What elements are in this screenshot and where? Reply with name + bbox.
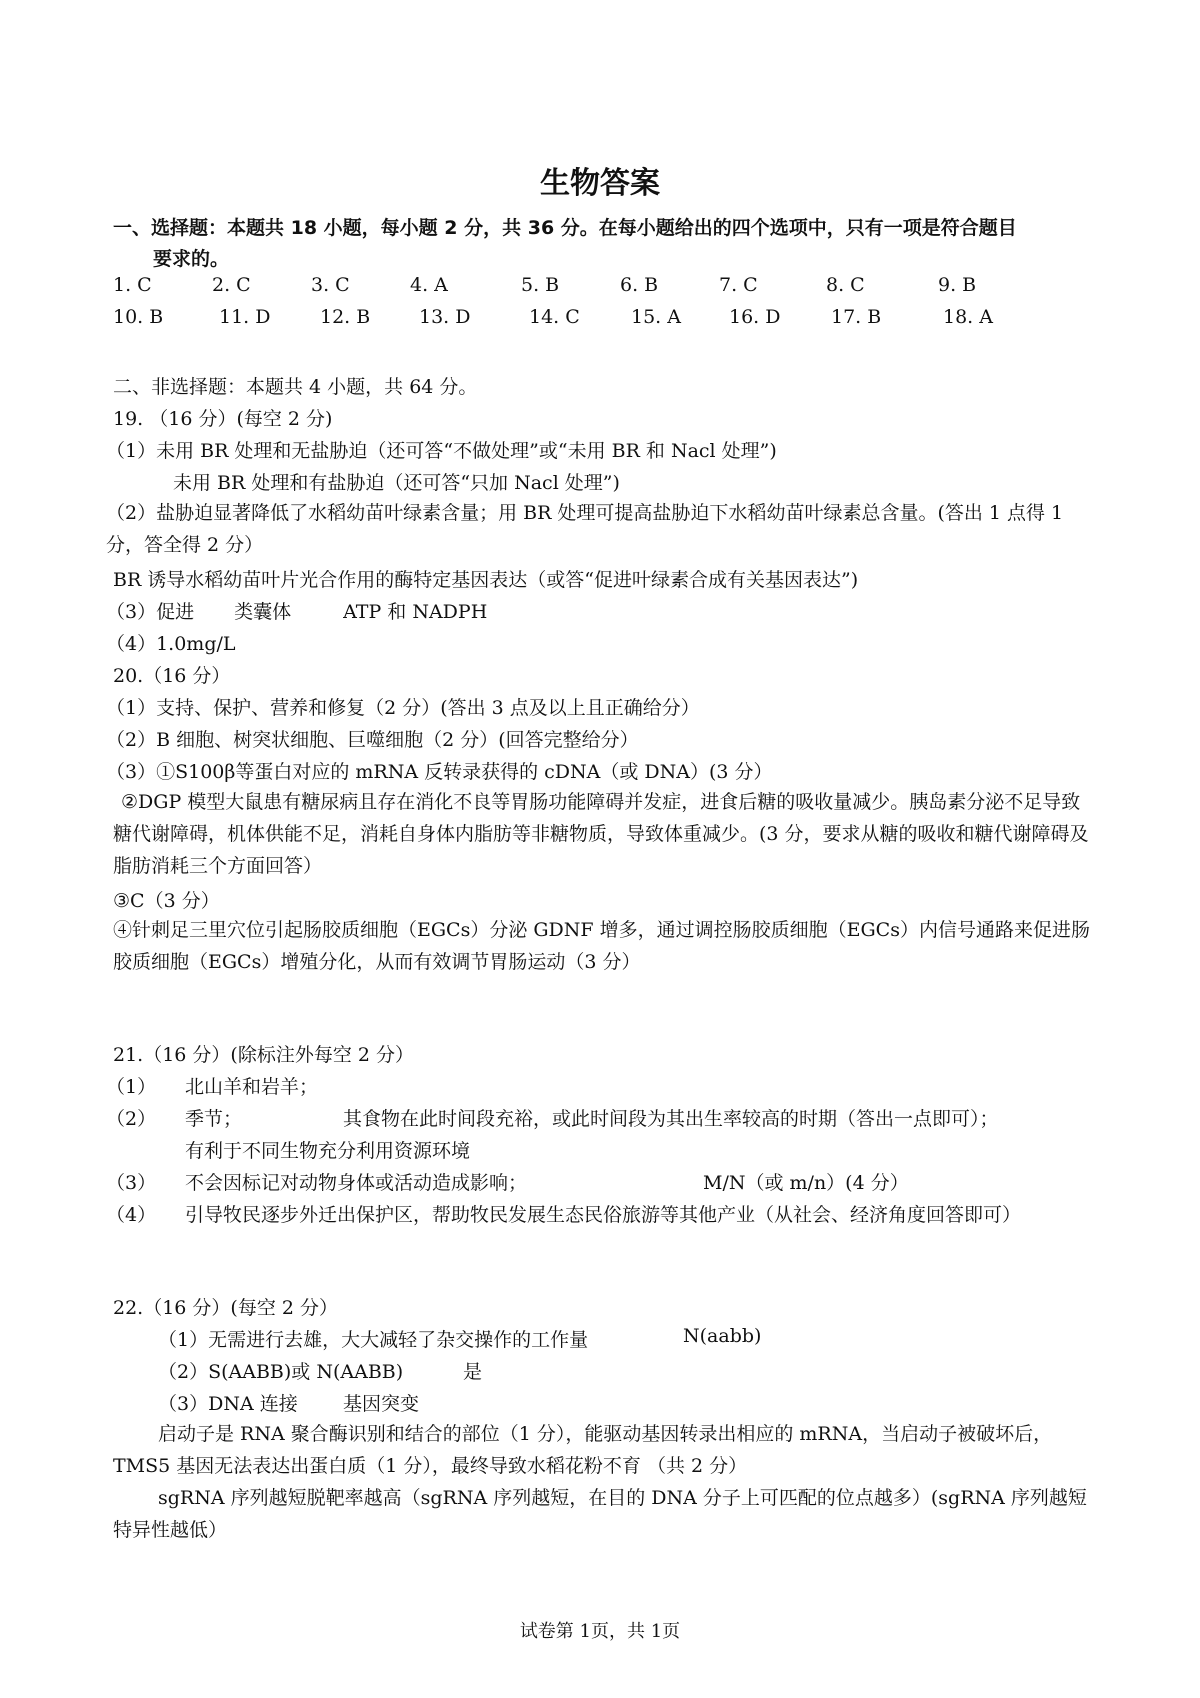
q21-answer-1: 北山羊和岩羊； xyxy=(185,1076,319,1098)
q19-heading: 19. （16 分）(每空 2 分) xyxy=(113,408,333,430)
q21-answer-2: 季节； xyxy=(185,1108,243,1130)
q22-answer-1b: N(aabb) xyxy=(683,1325,762,1347)
q21-answer-2c: 有利于不同生物充分利用资源环境 xyxy=(185,1140,471,1162)
answer-7: 7. C xyxy=(719,274,758,296)
answer-17: 17. B xyxy=(831,306,882,328)
q22-paragraph-1: 启动子是 RNA 聚合酶识别和结合的部位（1 分），能驱动基因转录出相应的 mRNA，当启动子被破坏后，TMS5 基因无法表达出蛋白质（1 分），最终导致水稻花粉不育 （共 2 分） xyxy=(113,1423,1053,1477)
answers-row-2 xyxy=(113,306,1013,338)
answer-18: 18. A xyxy=(943,306,993,328)
q22-answer-3b: 基因突变 xyxy=(343,1393,420,1415)
answer-15: 15. A xyxy=(631,306,681,328)
answer-11: 11. D xyxy=(219,306,271,328)
choice-answers xyxy=(113,274,1013,338)
q19-answer-3-label: （3）促进 xyxy=(106,601,195,623)
q22-answer-2b: 是 xyxy=(463,1361,483,1383)
q19-answer-3-part-c: ATP 和 NADPH xyxy=(343,601,488,623)
q19-answer-2: （2）盐胁迫显著降低了水稻幼苗叶绿素含量；用 BR 处理可提高盐胁迫下水稻幼苗叶绿素总含量。(答出 1 点得 1 分，答全得 2 分） xyxy=(106,502,1064,556)
section1-heading-line1: 一、选择题：本题共 18 小题，每小题 2 分，共 36 分。在每小题给出的四个选项中，只有一项是符合题目 xyxy=(113,217,1017,239)
section1-heading-line2: 要求的。 xyxy=(153,248,230,270)
q20-answer-3c: ③C（3 分） xyxy=(113,890,220,912)
answer-8: 8. C xyxy=(826,274,865,296)
answer-13: 13. D xyxy=(419,306,471,328)
q22-answer-2: （2）S(AABB)或 N(AABB) xyxy=(158,1361,404,1383)
answer-6: 6. B xyxy=(620,274,659,296)
answer-4: 4. A xyxy=(410,274,448,296)
page-title: 生物答案 xyxy=(540,166,660,201)
q22-heading: 22.（16 分）(每空 2 分） xyxy=(113,1297,339,1319)
answer-2: 2. C xyxy=(212,274,251,296)
q21-answer-3: 不会因标记对动物身体或活动造成影响； xyxy=(185,1172,528,1194)
q20-answer-3d: ④针刺足三里穴位引起肠胶质细胞（EGCs）分泌 GDNF 增多，通过调控肠胶质细胞（EGCs）内信号通路来促进肠胶质细胞（EGCs）增殖分化，从而有效调节胃肠运动（3 分） xyxy=(113,919,1090,973)
page-footer: 试卷第 1页，共 1页 xyxy=(519,1621,681,1642)
q19-answer-3-part-b: 类囊体 xyxy=(234,601,292,623)
q22-answer-3: （3）DNA 连接 xyxy=(158,1393,298,1415)
q21-number-2: （2） xyxy=(106,1108,157,1130)
answer-9: 9. B xyxy=(938,274,977,296)
answer-5: 5. B xyxy=(521,274,560,296)
q19-answer-1: （1）未用 BR 处理和无盐胁迫（还可答“不做处理”或“未用 BR 和 Nacl 处理”) xyxy=(106,440,777,462)
q21-number-3: （3） xyxy=(106,1172,157,1194)
q20-answer-2: （2）B 细胞、树突状细胞、巨噬细胞（2 分）(回答完整给分） xyxy=(106,729,639,751)
q21-number-4: （4） xyxy=(106,1204,157,1226)
q20-answer-1: （1）支持、保护、营养和修复（2 分）(答出 3 点及以上且正确给分） xyxy=(106,697,700,719)
q19-answer-3 xyxy=(106,597,487,624)
q19-answer-4: （4）1.0mg/L xyxy=(106,633,236,655)
answer-12: 12. B xyxy=(320,306,371,328)
q21-heading: 21.（16 分）(除标注外每空 2 分） xyxy=(113,1044,415,1066)
answer-16: 16. D xyxy=(729,306,781,328)
answer-3: 3. C xyxy=(311,274,350,296)
q19-answer-1b: 未用 BR 处理和有盐胁迫（还可答“只加 Nacl 处理”) xyxy=(173,472,620,494)
section2-heading: 二、非选择题：本题共 4 小题，共 64 分。 xyxy=(113,376,478,398)
q19-answer-2b: BR 诱导水稻幼苗叶片光合作用的酶特定基因表达（或答“促进叶绿素合成有关基因表达”) xyxy=(113,569,859,591)
q21-answer-3b: M/N（或 m/n）(4 分） xyxy=(703,1172,909,1194)
q22-paragraph-2: sgRNA 序列越短脱靶率越高（sgRNA 序列越短，在目的 DNA 分子上可匹配的位点越多）(sgRNA 序列越短特异性越低） xyxy=(113,1487,1087,1541)
answer-10: 10. B xyxy=(113,306,164,328)
answers-row-1 xyxy=(113,274,1013,306)
q21-answer-2b: 其食物在此时间段充裕，或此时间段为其出生率较高的时期（答出一点即可）； xyxy=(343,1108,999,1130)
answer-14: 14. C xyxy=(529,306,580,328)
q22-answer-1: （1）无需进行去雄，大大减轻了杂交操作的工作量 xyxy=(158,1329,589,1351)
q21-number-1: （1） xyxy=(106,1076,157,1098)
answer-1: 1. C xyxy=(113,274,152,296)
q20-answer-3b: ②DGP 模型大鼠患有糖尿病且存在消化不良等胃肠功能障碍并发症，进食后糖的吸收量减少。胰岛素分泌不足导致糖代谢障碍，机体供能不足，消耗自身体内脂肪等非糖物质，导致体重减少。(3 分，要求从糖的吸收和糖代谢障碍及脂肪消耗三个方面回答） xyxy=(113,791,1089,877)
q21-answer-4: 引导牧民逐步外迁出保护区，帮助牧民发展生态民俗旅游等其他产业（从社会、经济角度回答即可） xyxy=(185,1204,1022,1226)
section1-heading xyxy=(113,213,1103,275)
q20-answer-3: （3）①S100β等蛋白对应的 mRNA 反转录获得的 cDNA（或 DNA）(3 分） xyxy=(106,761,773,783)
q20-heading: 20.（16 分） xyxy=(113,665,231,687)
